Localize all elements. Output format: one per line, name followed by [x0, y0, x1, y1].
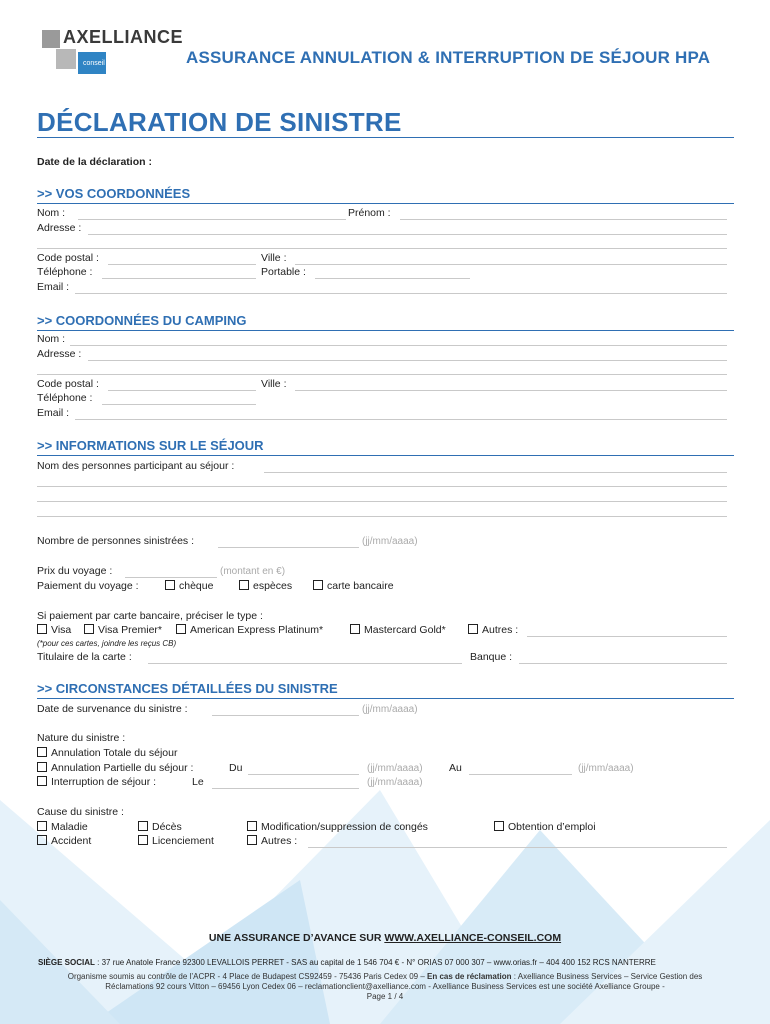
modif-conges-checkbox[interactable]	[247, 821, 428, 833]
footer-siege-social	[38, 958, 656, 967]
participants-field-line4[interactable]	[37, 516, 727, 517]
checkbox-icon	[37, 776, 47, 786]
prenom-label: Prénom :	[348, 207, 391, 219]
du-date-field[interactable]	[248, 774, 359, 775]
section-divider	[37, 455, 734, 456]
au-label: Au	[449, 762, 462, 774]
cause-autres-checkbox[interactable]	[247, 835, 297, 847]
participants-field-line2[interactable]	[37, 486, 727, 487]
cause-label: Cause du sinistre :	[37, 806, 124, 818]
cb-type-label: Si paiement par carte bancaire, préciser le type :	[37, 610, 263, 622]
date-declaration-label: Date de la déclaration :	[37, 156, 152, 168]
participants-label: Nom des personnes participant au séjour :	[37, 460, 235, 472]
date-format-hint: (jj/mm/aaaa)	[362, 536, 418, 547]
logo-square-light	[56, 49, 76, 69]
banque-field[interactable]	[519, 663, 727, 664]
pay-cheque-checkbox[interactable]	[165, 580, 213, 592]
section-heading-camping: >> COORDONNÉES DU CAMPING	[37, 313, 247, 328]
pay-cb-checkbox[interactable]	[313, 580, 394, 592]
obtention-emploi-label: Obtention d’emploi	[508, 821, 596, 833]
pay-especes-label: espèces	[253, 580, 293, 592]
participants-field-line3[interactable]	[37, 501, 727, 502]
le-date-field[interactable]	[212, 788, 359, 789]
checkbox-icon	[313, 580, 323, 590]
page-number: Page 1 / 4	[366, 992, 404, 1001]
document-title: ASSURANCE ANNULATION & INTERRUPTION DE SÉJOUR HPA	[186, 48, 711, 67]
card-autres-field[interactable]	[527, 636, 727, 637]
interruption-checkbox[interactable]	[37, 776, 156, 788]
checkbox-icon	[350, 624, 360, 634]
checkbox-icon	[37, 821, 47, 831]
section-divider	[37, 698, 734, 699]
section-divider	[37, 330, 734, 331]
camping-email-field[interactable]	[75, 419, 727, 420]
org-line1-b: : Axelliance Business Services – Service Gestion des	[511, 972, 703, 981]
ville-label: Ville :	[261, 252, 287, 264]
maladie-checkbox[interactable]	[37, 821, 88, 833]
checkbox-icon	[247, 835, 257, 845]
camping-email-label: Email :	[37, 407, 70, 419]
obtention-emploi-checkbox[interactable]	[494, 821, 596, 833]
card-visa-checkbox[interactable]	[37, 624, 71, 636]
footer-org-line2: Réclamations 92 cours Vitton – 69456 Lyon Cedex 06 – reclamationclient@axelliance.com - Axelliance Business Services est une société Axelliance Groupe -	[105, 982, 665, 991]
card-autres-label: Autres :	[482, 624, 519, 636]
logo-square-gray	[42, 30, 60, 48]
footer-tagline-prefix: UNE ASSURANCE D’AVANCE SUR	[208, 932, 385, 944]
pay-cb-label: carte bancaire	[327, 580, 394, 592]
titulaire-field[interactable]	[148, 663, 462, 664]
cards-note: (*pour ces cartes, joindre les reçus CB)	[37, 639, 177, 648]
paiement-label: Paiement du voyage :	[37, 580, 139, 592]
interruption-label: Interruption de séjour :	[51, 776, 157, 788]
camping-nom-field[interactable]	[70, 345, 727, 346]
checkbox-icon	[165, 580, 175, 590]
code-postal-field[interactable]	[108, 264, 256, 265]
camping-adresse-field-line2[interactable]	[37, 374, 727, 375]
prenom-field[interactable]	[400, 219, 727, 220]
annulation-totale-checkbox[interactable]	[37, 747, 177, 759]
card-visa-premier-label: Visa Premier*	[98, 624, 162, 636]
prix-field[interactable]	[125, 577, 217, 578]
nb-sinistrees-label: Nombre de personnes sinistrées :	[37, 535, 194, 547]
card-mastercard-label: Mastercard Gold*	[364, 624, 446, 636]
camping-adresse-field[interactable]	[88, 360, 727, 361]
card-autres-checkbox[interactable]	[468, 624, 518, 636]
au-date-field[interactable]	[469, 774, 572, 775]
nom-field[interactable]	[78, 219, 346, 220]
checkbox-icon	[84, 624, 94, 634]
code-postal-label: Code postal :	[37, 252, 99, 264]
annulation-totale-label: Annulation Totale du séjour	[51, 747, 178, 759]
deces-label: Décès	[152, 821, 182, 833]
date-survenance-label: Date de survenance du sinistre :	[37, 703, 188, 715]
checkbox-icon	[37, 835, 47, 845]
nature-label: Nature du sinistre :	[37, 732, 126, 744]
annulation-partielle-label: Annulation Partielle du séjour :	[51, 762, 194, 774]
annulation-partielle-checkbox[interactable]	[37, 762, 193, 774]
section-heading-coordonnees: >> VOS COORDONNÉES	[37, 186, 191, 201]
pay-cheque-label: chèque	[179, 580, 214, 592]
modif-conges-label: Modification/suppression de congés	[261, 821, 428, 833]
card-amex-checkbox[interactable]	[176, 624, 323, 636]
org-line1-a: Organisme soumis au contrôle de l’ACPR - 4 Place de Budapest CS92459 - 75436 Paris Cedex 09 –	[67, 972, 428, 981]
camping-nom-label: Nom :	[37, 333, 66, 345]
card-mastercard-checkbox[interactable]	[350, 624, 446, 636]
maladie-label: Maladie	[51, 821, 88, 833]
participants-field[interactable]	[264, 472, 727, 473]
cause-autres-label: Autres :	[261, 835, 298, 847]
date-format-hint: (jj/mm/aaaa)	[367, 763, 423, 774]
checkbox-icon	[138, 821, 148, 831]
cause-autres-field[interactable]	[308, 847, 727, 848]
footer-org-line1	[0, 972, 770, 981]
telephone-field[interactable]	[102, 278, 256, 279]
accident-label: Accident	[51, 835, 92, 847]
checkbox-icon	[37, 624, 47, 634]
date-format-hint: (jj/mm/aaaa)	[367, 777, 423, 788]
checkbox-icon	[37, 762, 47, 772]
pay-especes-checkbox[interactable]	[239, 580, 292, 592]
camping-code-postal-label: Code postal :	[37, 378, 99, 390]
prix-label: Prix du voyage :	[37, 565, 113, 577]
telephone-label: Téléphone :	[37, 266, 93, 278]
accident-checkbox[interactable]	[37, 835, 91, 847]
title-divider	[37, 137, 734, 138]
date-format-hint: (jj/mm/aaaa)	[578, 763, 634, 774]
nom-label: Nom :	[37, 207, 66, 219]
email-field[interactable]	[75, 293, 727, 294]
adresse-field[interactable]	[88, 234, 727, 235]
checkbox-icon	[494, 821, 504, 831]
section-heading-sejour: >> INFORMATIONS SUR LE SÉJOUR	[37, 438, 264, 453]
nb-sinistrees-field[interactable]	[218, 547, 359, 548]
footer-tagline	[0, 932, 770, 944]
le-label: Le	[192, 776, 204, 788]
checkbox-icon	[247, 821, 257, 831]
card-visa-label: Visa	[51, 624, 72, 636]
date-format-hint: (jj/mm/aaaa)	[362, 704, 418, 715]
licenciement-label: Licenciement	[152, 835, 214, 847]
camping-telephone-field[interactable]	[102, 404, 256, 405]
banque-label: Banque :	[470, 651, 513, 663]
checkbox-icon	[468, 624, 478, 634]
camping-code-postal-field[interactable]	[108, 390, 256, 391]
ville-field[interactable]	[295, 264, 727, 265]
montant-hint: (montant en €)	[220, 566, 286, 577]
checkbox-icon	[239, 580, 249, 590]
card-visa-premier-checkbox[interactable]	[84, 624, 162, 636]
siege-label: SIÈGE SOCIAL	[38, 958, 95, 967]
licenciement-checkbox[interactable]	[138, 835, 214, 847]
footer-website-link[interactable]: WWW.AXELLIANCE-CONSEIL.COM	[384, 932, 562, 944]
adresse-field-line2[interactable]	[37, 248, 727, 249]
camping-adresse-label: Adresse :	[37, 348, 82, 360]
date-survenance-field[interactable]	[212, 715, 359, 716]
titulaire-label: Titulaire de la carte :	[37, 651, 132, 663]
camping-ville-field[interactable]	[295, 390, 727, 391]
du-label: Du	[229, 762, 243, 774]
card-amex-label: American Express Platinum*	[190, 624, 324, 636]
logo-name: AXELLIANCE	[63, 27, 184, 47]
portable-field[interactable]	[315, 278, 470, 279]
camping-ville-label: Ville :	[261, 378, 287, 390]
deces-checkbox[interactable]	[138, 821, 182, 833]
checkbox-icon	[37, 747, 47, 757]
org-line1-bold: En cas de réclamation	[427, 972, 512, 981]
section-divider	[37, 203, 734, 204]
email-label: Email :	[37, 281, 70, 293]
logo-sub: conseil	[83, 60, 105, 67]
adresse-label: Adresse :	[37, 222, 82, 234]
section-heading-circonstances: >> CIRCONSTANCES DÉTAILLÉES DU SINISTRE	[37, 681, 338, 696]
checkbox-icon	[176, 624, 186, 634]
camping-telephone-label: Téléphone :	[37, 392, 93, 404]
page-title: DÉCLARATION DE SINISTRE	[37, 107, 402, 137]
checkbox-icon	[138, 835, 148, 845]
portable-label: Portable :	[261, 266, 306, 278]
siege-text: : 37 rue Anatole France 92300 LEVALLOIS PERRET - SAS au capital de 1 546 704 € - N° ORIAS 07 000 307 – www.orias.fr – 404 400 152 RCS NANTERRE	[94, 958, 656, 967]
